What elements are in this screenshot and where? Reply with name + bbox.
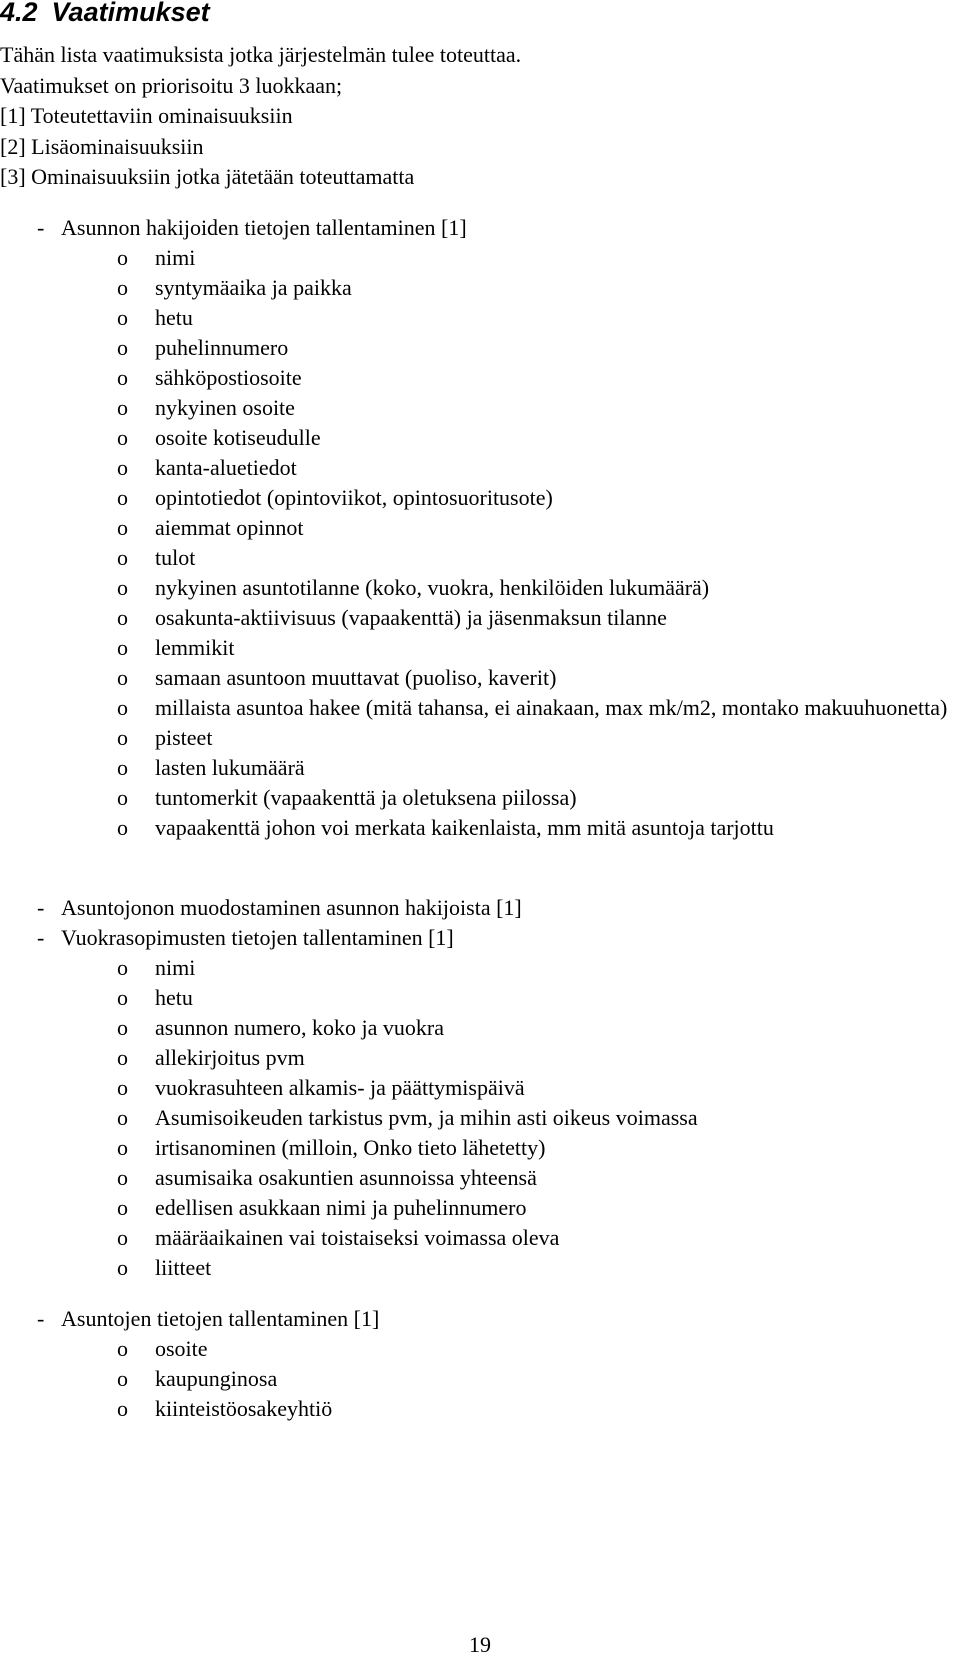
- bullet-marker: o: [117, 545, 128, 570]
- dash-marker: -: [37, 1306, 45, 1331]
- list-item: [37, 1394, 955, 1424]
- item-text: kiinteistöosakeyhtiö: [155, 1396, 333, 1421]
- list-item: [37, 1163, 955, 1193]
- priority-tag: [1]: [496, 895, 522, 920]
- intro-line: [2] Lisäominaisuuksiin: [0, 133, 204, 159]
- intro-line: [1] Toteutettaviin ominaisuuksiin: [0, 103, 293, 128]
- bullet-marker: o: [117, 245, 128, 270]
- list-item: [37, 393, 955, 423]
- list-item: [37, 273, 955, 303]
- requirement-section-leases: [37, 923, 955, 1283]
- bullet-marker: o: [117, 1045, 128, 1070]
- item-text: liitteet: [155, 1255, 212, 1280]
- bullet-marker: o: [117, 725, 128, 750]
- item-text: hetu: [155, 305, 193, 330]
- bullet-marker: o: [117, 455, 128, 480]
- list-item: [37, 453, 955, 483]
- item-text: nimi: [155, 955, 196, 980]
- section-label: Asuntojonon muodostaminen asunnon hakijoista: [61, 895, 491, 920]
- list-item: [37, 513, 955, 543]
- item-text: kanta-aluetiedot: [155, 455, 297, 480]
- priority-tag: [1]: [353, 1306, 380, 1331]
- priority-tag: [1]: [428, 925, 454, 950]
- item-text: asunnon numero, koko ja vuokra: [155, 1015, 444, 1040]
- list-item: [37, 1223, 955, 1253]
- item-text: opintotiedot (opintoviikot, opintosuoritusote): [155, 485, 553, 510]
- list-item: [37, 1013, 955, 1043]
- list-item: [37, 723, 955, 753]
- item-text: tulot: [155, 545, 196, 570]
- intro-paragraph: [0, 40, 521, 193]
- item-text: hetu: [155, 985, 193, 1010]
- bullet-marker: o: [117, 665, 128, 690]
- list-item: [37, 543, 955, 573]
- bullet-marker: o: [117, 575, 128, 600]
- item-text: vapaakenttä johon voi merkata kaikenlaista, mm mitä asuntoja tarjottu: [155, 815, 774, 840]
- bullet-marker: o: [117, 635, 128, 660]
- item-text: lasten lukumäärä: [155, 755, 305, 780]
- intro-line: Tähän lista vaatimuksista jotka järjestelmän tulee toteuttaa.: [0, 42, 522, 67]
- list-item: [37, 783, 955, 813]
- bullet-marker: o: [117, 305, 128, 330]
- bullet-marker: o: [117, 985, 128, 1010]
- list-item: [37, 1334, 955, 1364]
- list-item: [37, 1043, 955, 1073]
- item-text: Asumisoikeuden tarkistus pvm, ja mihin asti oikeus voimassa: [155, 1105, 698, 1130]
- list-item: [37, 363, 955, 393]
- bullet-marker: o: [117, 395, 128, 420]
- item-text: nykyinen osoite: [155, 395, 295, 420]
- item-text: osoite kotiseudulle: [155, 425, 321, 450]
- item-text: irtisanominen (milloin, Onko tieto lähetetty): [155, 1135, 546, 1160]
- list-item: [37, 303, 955, 333]
- bullet-marker: o: [117, 1015, 128, 1040]
- bullet-marker: o: [117, 1336, 128, 1361]
- section-number: 4.2: [0, 0, 38, 27]
- dash-marker: -: [37, 925, 45, 950]
- requirement-section-apartments: [37, 1304, 955, 1424]
- list-item: [37, 1253, 955, 1283]
- section-heading: [0, 0, 210, 28]
- item-text: kaupunginosa: [155, 1366, 278, 1391]
- list-item: [37, 663, 955, 693]
- requirement-list: [37, 1334, 955, 1424]
- bullet-marker: o: [117, 955, 128, 980]
- item-text: lemmikit: [155, 635, 235, 660]
- priority-tag: [1]: [441, 215, 467, 240]
- requirement-section-applicants: [37, 213, 955, 843]
- bullet-marker: o: [117, 1105, 128, 1130]
- bullet-marker: o: [117, 785, 128, 810]
- list-item: [37, 1073, 955, 1103]
- list-item: [37, 1193, 955, 1223]
- item-text: puhelinnumero: [155, 335, 289, 360]
- bullet-marker: o: [117, 815, 128, 840]
- item-text: aiemmat opinnot: [155, 515, 304, 540]
- list-item: [37, 633, 955, 663]
- bullet-marker: o: [117, 515, 128, 540]
- list-item: [37, 1103, 955, 1133]
- section-title-row: [37, 923, 955, 953]
- section-title-row: [37, 1304, 955, 1334]
- dash-marker: -: [37, 895, 45, 920]
- bullet-marker: o: [117, 605, 128, 630]
- bullet-marker: o: [117, 1075, 128, 1100]
- page-number: 19: [469, 1632, 491, 1657]
- intro-line: [3] Ominaisuuksiin jotka jätetään toteuttamatta: [0, 164, 415, 189]
- section-label: Asunnon hakijoiden tietojen tallentaminen: [61, 215, 436, 240]
- item-text: samaan asuntoon muuttavat (puoliso, kaverit): [155, 665, 557, 690]
- item-text: tuntomerkit (vapaakenttä ja oletuksena piilossa): [155, 785, 577, 810]
- item-text: syntymäaika ja paikka: [155, 275, 352, 300]
- item-text: asumisaika osakuntien asunnoissa yhteensä: [155, 1165, 537, 1190]
- requirement-section-queue: [37, 893, 522, 923]
- requirement-list: [37, 953, 955, 1283]
- bullet-marker: o: [117, 1366, 128, 1391]
- list-item: [37, 753, 955, 783]
- list-item: [37, 813, 955, 843]
- list-item: [37, 333, 955, 363]
- section-label: Vuokrasopimusten tietojen tallentaminen: [61, 925, 423, 950]
- bullet-marker: o: [117, 1135, 128, 1160]
- item-text: edellisen asukkaan nimi ja puhelinnumero: [155, 1195, 527, 1220]
- list-item: [37, 1133, 955, 1163]
- item-text: nykyinen asuntotilanne (koko, vuokra, henkilöiden lukumäärä): [155, 575, 710, 600]
- list-item: [37, 1364, 955, 1394]
- item-text: osakunta-aktiivisuus (vapaakenttä) ja jäsenmaksun tilanne: [155, 605, 667, 630]
- item-text: allekirjoitus pvm: [155, 1045, 305, 1070]
- bullet-marker: o: [117, 485, 128, 510]
- bullet-marker: o: [117, 1255, 128, 1280]
- bullet-marker: o: [117, 335, 128, 360]
- list-item: [37, 573, 955, 603]
- dash-marker: -: [37, 215, 45, 240]
- bullet-marker: o: [117, 1165, 128, 1190]
- bullet-marker: o: [117, 275, 128, 300]
- list-item: [37, 953, 955, 983]
- list-item: [37, 693, 955, 723]
- bullet-marker: o: [117, 1396, 128, 1421]
- bullet-marker: o: [117, 755, 128, 780]
- item-text: millaista asuntoa hakee (mitä tahansa, ei ainakaan, max mk/m2, montako makuuhuonetta): [155, 695, 948, 720]
- item-text: vuokrasuhteen alkamis- ja päättymispäivä: [155, 1075, 525, 1100]
- item-text: määräaikainen vai toistaiseksi voimassa oleva: [155, 1225, 560, 1250]
- list-item: [37, 603, 955, 633]
- list-item: [37, 243, 955, 273]
- intro-line: Vaatimukset on priorisoitu 3 luokkaan;: [0, 72, 343, 98]
- bullet-marker: o: [117, 365, 128, 390]
- list-item: [37, 423, 955, 453]
- item-text: nimi: [155, 245, 196, 270]
- section-title-row: [37, 893, 522, 923]
- list-item: [37, 483, 955, 513]
- section-label: Asuntojen tietojen tallentaminen: [61, 1306, 349, 1331]
- item-text: sähköpostiosoite: [155, 365, 302, 390]
- bullet-marker: o: [117, 695, 128, 720]
- bullet-marker: o: [117, 425, 128, 450]
- requirement-list: [37, 243, 955, 843]
- section-title-row: [37, 213, 955, 243]
- item-text: pisteet: [155, 725, 213, 750]
- section-title: Vaatimukset: [51, 0, 210, 27]
- item-text: osoite: [155, 1336, 208, 1361]
- bullet-marker: o: [117, 1195, 128, 1220]
- bullet-marker: o: [117, 1225, 128, 1250]
- list-item: [37, 983, 955, 1013]
